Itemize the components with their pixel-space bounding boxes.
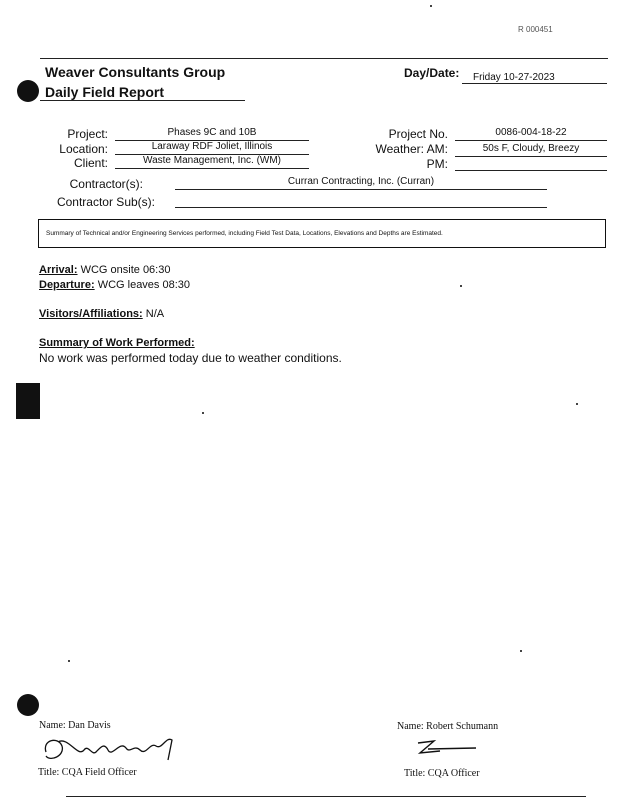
client-underline — [115, 168, 309, 169]
left-signer-title: Title: CQA Field Officer — [38, 767, 137, 778]
visitors-label: Visitors/Affiliations: — [39, 308, 143, 320]
contractors-underline — [175, 189, 547, 190]
weather-am-value: 50s F, Cloudy, Breezy — [482, 143, 580, 154]
pm-underline — [455, 170, 607, 171]
right-signer-title: Title: CQA Officer — [404, 768, 480, 779]
visitors-line — [39, 308, 164, 320]
project-no-underline — [455, 140, 607, 141]
scan-speck — [430, 5, 432, 7]
day-date-label: Day/Date: — [404, 66, 460, 80]
contractor-subs-label: Contractor Sub(s): — [56, 195, 155, 209]
punch-hole-top — [17, 80, 39, 102]
day-date-value: Friday 10-27-2023 — [473, 72, 555, 83]
pm-label: PM: — [426, 157, 448, 171]
weather-am-underline — [455, 156, 607, 157]
location-value: Laraway RDF Joliet, Illinois — [151, 141, 273, 152]
work-text: No work was performed today due to weather conditions. — [39, 351, 342, 365]
client-value: Waste Management, Inc. (WM) — [143, 155, 281, 166]
scan-speck — [68, 660, 70, 662]
scan-speck — [202, 412, 204, 414]
right-signer-name: Name: Robert Schumann — [397, 721, 499, 732]
project-value: Phases 9C and 10B — [167, 127, 257, 138]
contractors-label: Contractor(s): — [69, 177, 143, 191]
project-no-value: 0086-004-18-22 — [495, 127, 567, 138]
right-signature — [412, 735, 492, 761]
weather-am-label: Weather: AM: — [375, 142, 448, 156]
departure-line — [39, 279, 190, 291]
departure-label: Departure: — [39, 279, 95, 291]
scan-speck — [576, 403, 578, 405]
top-rule — [40, 58, 608, 59]
arrival-label: Arrival: — [39, 264, 78, 276]
report-title: Daily Field Report — [45, 84, 165, 100]
report-title-rule — [40, 100, 245, 101]
scan-speck — [520, 650, 522, 652]
visitors-value: N/A — [145, 308, 165, 320]
left-signer-name: Name: Dan Davis — [39, 720, 111, 731]
departure-value: WCG leaves 08:30 — [97, 279, 191, 291]
arrival-line — [39, 264, 170, 276]
arrival-value: WCG onsite 06:30 — [80, 264, 171, 276]
location-label: Location: — [59, 142, 108, 156]
project-no-label: Project No. — [388, 127, 448, 141]
contractor-subs-underline — [175, 207, 547, 208]
client-label: Client: — [73, 156, 108, 170]
bates-number: R 000451 — [518, 25, 553, 34]
summary-note: Summary of Technical and/or Engineering Services performed, including Field Test Data, Locations, Elevations and Depths are Estimated. — [46, 230, 443, 237]
company-name: Weaver Consultants Group — [45, 64, 226, 80]
scan-speck — [460, 285, 462, 287]
contractors-value: Curran Contracting, Inc. (Curran) — [287, 176, 435, 187]
project-label: Project: — [67, 127, 108, 141]
day-date-underline — [462, 83, 607, 84]
left-signature — [38, 730, 188, 768]
bottom-rule — [66, 796, 586, 797]
redaction-block — [16, 383, 40, 419]
work-heading: Summary of Work Performed: — [39, 337, 195, 349]
punch-hole-bottom — [17, 694, 39, 716]
